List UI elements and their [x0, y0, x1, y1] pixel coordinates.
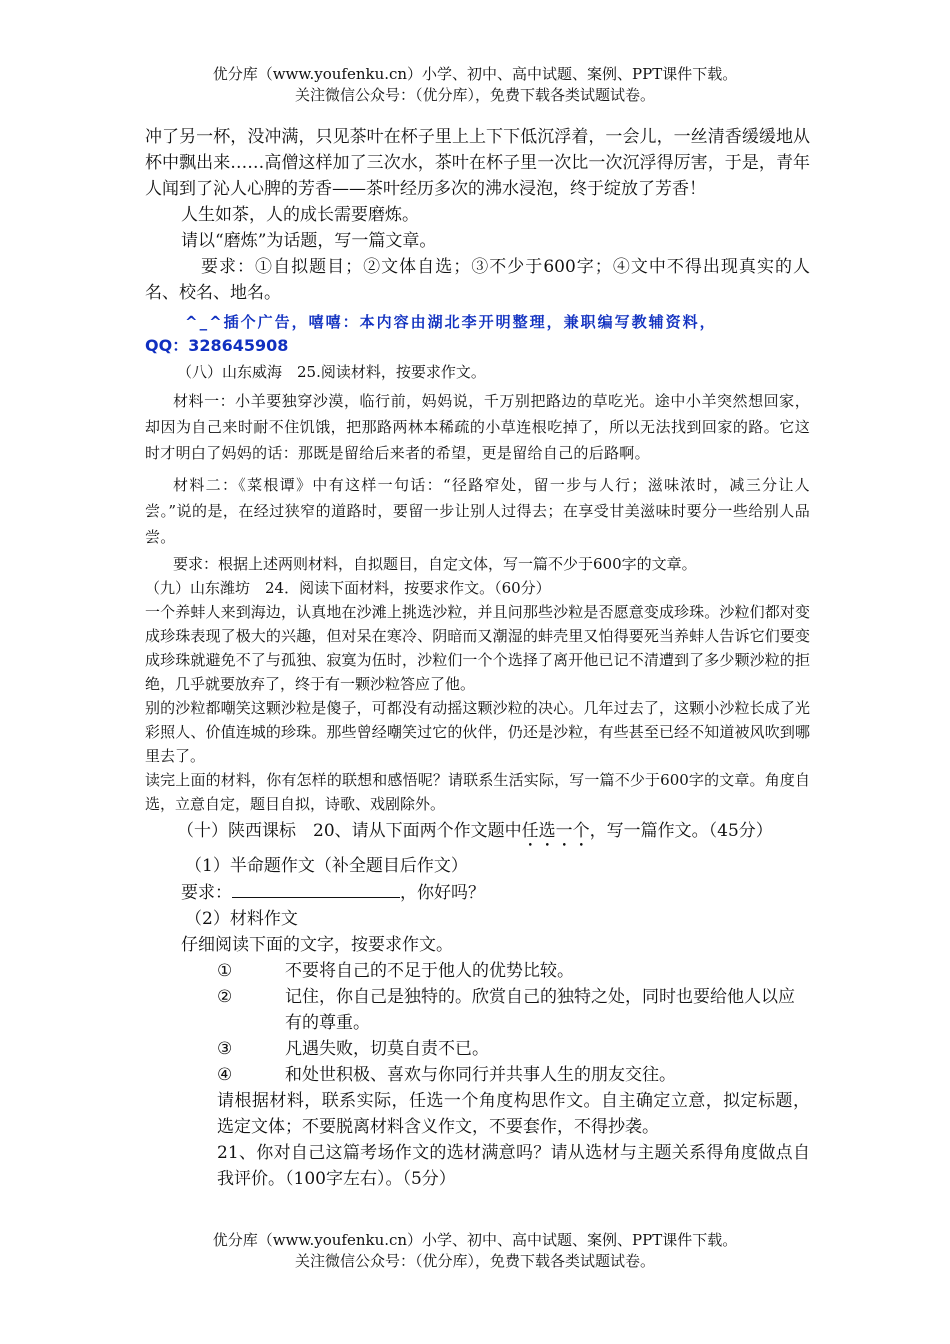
list-text: 和处世积极、喜欢与你同行并共事人生的朋友交往。	[285, 1065, 676, 1085]
option-2-instruction: 请根据材料，联系实际，任选一个角度构思作文。自主确定立意，拟定标题，选定文体；不要脱离材料含义作文，不要套作，不得抄袭。	[217, 1091, 810, 1137]
section-8-title: （八）山东威海 25.阅读材料，按要求作文。	[177, 363, 486, 381]
footer-line-1: 优分库（www.youfenku.cn）小学、初中、高中试题、案例、PPT课件下载。	[212, 1231, 738, 1249]
section-8-material-1: 材料一：小羊要独穿沙漠，临行前，妈妈说，千万别把路边的草吃光。途中小羊突然想回家，却因为自己来时耐不住饥饿，把那路两林本稀疏的小草连根吃掉了，所以无法找到回家的路。它这时才明白了妈妈的话：那既是留给后来者的希望，更是留给自己的后路啊。	[145, 392, 810, 462]
option-2-read-instruction: 仔细阅读下面的文字，按要求作文。	[181, 935, 453, 955]
list-number: ③	[217, 1039, 233, 1059]
list-text: 不要将自己的不足于他人的优势比较。	[285, 961, 574, 981]
list-text: 凡遇失败，切莫自责不已。	[285, 1039, 489, 1059]
section-10-title-text: （十）陕西课标 20、请从下面两个作文题中	[177, 821, 522, 841]
section-9-paragraph-3: 读完上面的材料，你有怎样的联想和感悟呢？请联系生活实际，写一篇不少于600字的文章。角度自选，立意自定，题目自拟，诗歌、戏剧除外。	[145, 771, 810, 813]
section-9-paragraph-1: 一个养蚌人来到海边，认真地在沙滩上挑选沙粒，并且问那些沙粒是否愿意变成珍珠。沙粒们都对变成珍珠表现了极大的兴趣，但对呆在寒冷、阴暗而又潮湿的蚌壳里又怕得要死当养蚌人告诉它们要变成珍珠就避免不了与孤独、寂寞为伍时，沙粒们一个个选择了离开他已记不清遭到了多少颗沙粒的拒绝，几乎就要放弃了，终于有一颗沙粒答应了他。	[145, 603, 810, 693]
tea-story-paragraph: 冲了另一杯，没冲满，只见茶叶在杯子里上上下下低沉浮着，一会儿，一丝清香缓缓地从杯中飘出来……高僧这样加了三次水，茶叶在杯子里一次比一次沉浮得厉害，于是，青年人闻到了沁人心脾的芳香——茶叶经历多次的沸水浸泡，终于绽放了芳香！	[145, 127, 810, 199]
footer-line-2: 关注微信公众号：（优分库），免费下载各类试题试卷。	[294, 1252, 655, 1270]
qq-contact: QQ：328645908	[145, 336, 289, 355]
header-line-2: 关注微信公众号：（优分库），免费下载各类试题试卷。	[294, 86, 655, 104]
section-8-material-2: 材料二：《菜根谭》中有这样一句话：“径路窄处，留一步与人行；滋味浓时，减三分让人尝。”说的是，在经过狭窄的道路时，要留一步让别人过得去；在享受甘美滋味时要分一些给别人品尝。	[145, 476, 810, 546]
document-body	[145, 124, 810, 1192]
list-item	[145, 1062, 810, 1088]
section-9-paragraph-2: 别的沙粒都嘲笑这颗沙粒是傻子，可都没有动摇这颗沙粒的决心。几年过去了，这颗小沙粒长成了光彩照人、价值连城的珍珠。那些曾经嘲笑过它的伙伴，仍还是沙粒，有些甚至已经不知道被风吹到哪里去了。	[145, 699, 810, 765]
life-like-tea-paragraph: 人生如茶，人的成长需要磨炼。	[181, 205, 419, 225]
topic-instruction: 请以“磨炼”为话题，写一篇文章。	[181, 231, 437, 251]
requirement-suffix: ，你好吗？	[400, 883, 485, 903]
option-2-heading: （2）材料作文	[185, 909, 298, 929]
option-1-requirement	[145, 879, 810, 906]
material-list	[145, 958, 810, 1088]
section-9-title: （九）山东潍坊 24．阅读下面材料，按要求作文。（60分）	[145, 579, 551, 597]
section-8-requirement: 要求：根据上述两则材料，自拟题目，自定文体，写一篇不少于600字的文章。	[173, 555, 697, 573]
requirements-paragraph: 要求：①自拟题目；②文体自选；③不少于600字；④文中不得出现真实的人名、校名、地名。	[145, 257, 810, 303]
list-text: 记住，你自己是独特的。欣赏自己的独特之处，同时也要给他人以应有的尊重。	[285, 987, 795, 1033]
section-10-emphasis: 任选一个	[521, 821, 590, 841]
list-item	[145, 984, 810, 1036]
section-10-title	[145, 818, 810, 851]
list-number: ②	[217, 987, 233, 1007]
list-number: ①	[217, 961, 233, 981]
header-line-1: 优分库（www.youfenku.cn）小学、初中、高中试题、案例、PPT课件下载。	[212, 65, 738, 83]
section-10-title-end: ，写一篇作文。（45分）	[589, 821, 773, 841]
option-1-heading: （1）半命题作文（补全题目后作文）	[185, 856, 468, 876]
page-header	[0, 64, 950, 106]
title-blank	[232, 879, 400, 898]
requirement-label: 要求：	[181, 883, 232, 903]
page-footer	[0, 1230, 950, 1272]
list-number: ④	[217, 1065, 233, 1085]
list-item	[145, 958, 810, 984]
question-21: 21、你对自己这篇考场作文的选材满意吗？请从选材与主题关系得角度做点自我评价。（100字左右）。（5分）	[217, 1143, 810, 1189]
advertisement-line: ^_^插个广告，嘻嘻：本内容由湖北李开明整理，兼职编写教辅资料，	[185, 313, 717, 331]
list-item	[145, 1036, 810, 1062]
